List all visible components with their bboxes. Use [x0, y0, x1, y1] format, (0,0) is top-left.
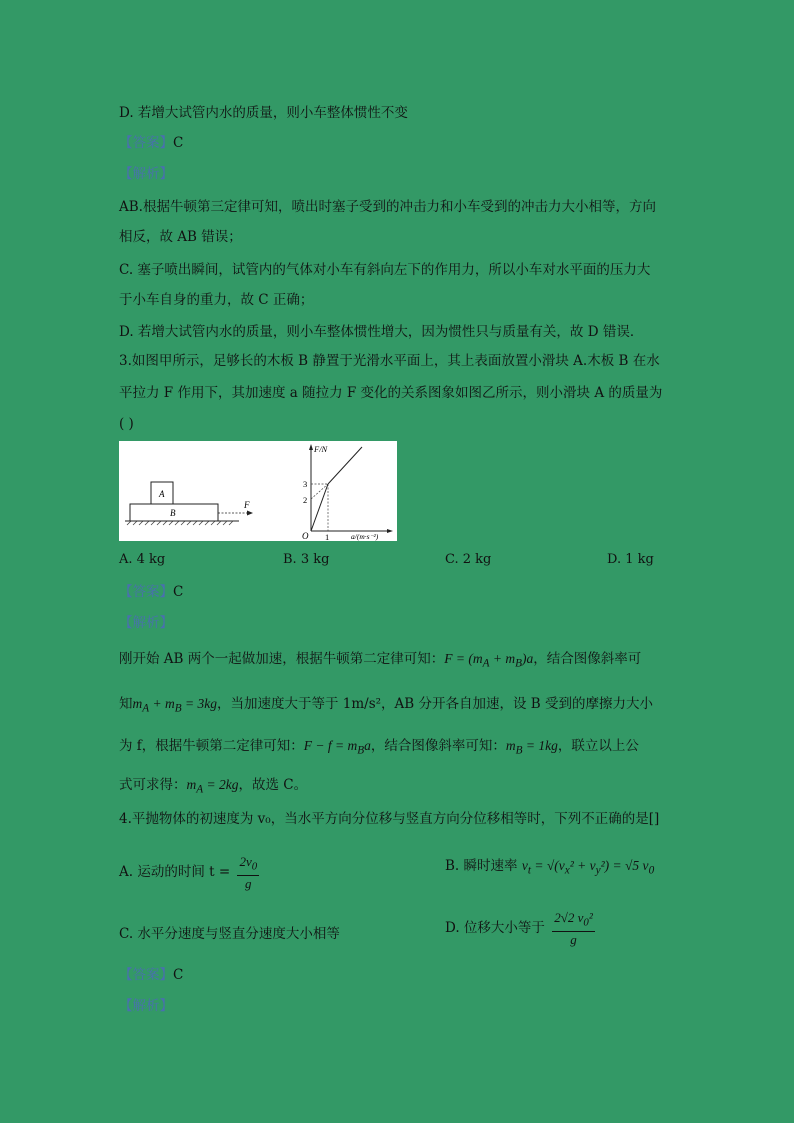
q3-option-c: C. 2 kg [445, 552, 492, 567]
analysis-text: 刚开始 AB 两个一起做加速，根据牛顿第二定律可知： [119, 651, 445, 667]
q4-option-d [445, 910, 598, 947]
graph-line-2 [328, 447, 362, 484]
q3-stem-1: 3.如图甲所示，足够长的木板 B 静置于光滑水平面上，其上表面放置小滑块 A.木板 B 在水 [119, 353, 660, 369]
q3-analysis-line-2 [119, 695, 653, 718]
fraction-2v0-g: $\frac{2v_0}{g}$ [239, 854, 258, 891]
q4-analysis-tag: 【解析】 [119, 998, 173, 1014]
formula-mb: $m_B = 1kg$ [505, 738, 558, 757]
q3-analysis-line-1 [119, 650, 641, 673]
q3-analysis-tag: 【解析】 [119, 615, 173, 631]
analysis-text: ，当加速度大于等于 1m/s²，AB 分开各自加速，设 B 受到的摩擦力大小 [216, 696, 654, 712]
prev-analysis-tag: 【解析】 [119, 166, 173, 182]
analysis-text: ，结合图像斜率可知： [370, 738, 506, 754]
q3-option-a: A. 4 kg [119, 552, 166, 567]
answer-value: C [173, 584, 184, 600]
fraction-displacement: $\frac{2√2 v_0^2}{g}$ [554, 910, 593, 947]
q3-analysis-line-3 [119, 737, 639, 760]
formula-newton: $F = (m_A + m_B)a$ [444, 651, 534, 670]
formula-ma: $m_A = 2kg$ [186, 777, 239, 796]
analysis-text: 式可求得： [119, 777, 187, 793]
q3-option-b: B. 3 kg [283, 552, 330, 567]
prev-analysis-line: C. 塞子喷出瞬间，试管内的气体对小车有斜向左下的作用力，所以小车对水平面的压力大 [119, 262, 651, 278]
formula-friction: $F - f = m_Ba$ [303, 738, 371, 757]
analysis-text: ，联立以上公 [557, 738, 639, 754]
prev-analysis-line: D. 若增大试管内水的质量，则小车整体惯性增大，因为惯性只与质量有关，故 D 错误． [119, 324, 644, 340]
tick-2-label: 2 [303, 495, 308, 505]
q4-stem: 4.平抛物体的初速度为 v₀，当水平方向分位移与竖直方向分位移相等时，下列不正确的是[] [119, 811, 660, 827]
prev-analysis-line: 于小车自身的重力，故 C 正确； [119, 292, 314, 308]
q4-option-c: C. 水平分速度与竖直分速度大小相等 [119, 926, 340, 942]
q3-analysis-line-4 [119, 776, 307, 799]
origin-label: O [302, 531, 309, 541]
answer-tag: 【答案】 [119, 584, 173, 600]
x-axis-label: a/(m·s⁻²) [351, 532, 379, 541]
tick-3-label: 3 [303, 479, 308, 489]
board-b-label: B [170, 508, 176, 518]
formula-mass-sum: $m_A + m_B = 3kg$ [132, 696, 217, 715]
prev-option-d: D. 若增大试管内水的质量，则小车整体惯性不变 [119, 105, 408, 121]
figure-svg [119, 441, 397, 541]
option-label: A. 运动的时间 t = [119, 863, 231, 880]
figure-b [302, 444, 393, 541]
q3-figure [119, 441, 397, 541]
q3-answer [119, 583, 183, 601]
option-label: D. 位移大小等于 [445, 919, 545, 936]
prev-analysis-line: AB.根据牛顿第三定律可知，喷出时塞子受到的冲击力和小车受到的冲击力大小相等，方向 [119, 199, 656, 215]
q3-stem-2: 平拉力 F 作用下，其加速度 a 随拉力 F 变化的关系图象如图乙所示，则小滑块 A 的质量为 [119, 385, 663, 401]
prev-answer [119, 134, 183, 152]
q4-option-a [119, 854, 262, 891]
figure-a [125, 482, 253, 525]
q3-stem-3: ( ) [119, 416, 134, 432]
answer-value: C [173, 967, 184, 983]
y-axis-label: F/N [314, 444, 328, 454]
formula-speed: $v_t = √(v_x^2 + v_y^2) = √5$ $v_0$ [521, 858, 655, 877]
q3-option-d: D. 1 kg [607, 552, 654, 567]
tick-1-label: 1 [325, 532, 330, 541]
analysis-text: 知 [119, 696, 133, 712]
block-a-label: A [159, 489, 165, 499]
q4-answer [119, 966, 183, 984]
prev-analysis-line: 相反，故 AB 错误； [119, 229, 242, 245]
analysis-text: ，故选 C。 [238, 777, 308, 793]
force-label: F [244, 500, 250, 510]
analysis-text: ，结合图像斜率可 [533, 651, 642, 667]
option-label: B. 瞬时速率 [445, 858, 518, 874]
answer-tag: 【答案】 [119, 967, 173, 983]
answer-tag: 【答案】 [119, 135, 173, 151]
q4-option-b [445, 854, 654, 877]
answer-value: C [173, 135, 184, 151]
analysis-text: 为 f，根据牛顿第二定律可知： [119, 738, 304, 754]
